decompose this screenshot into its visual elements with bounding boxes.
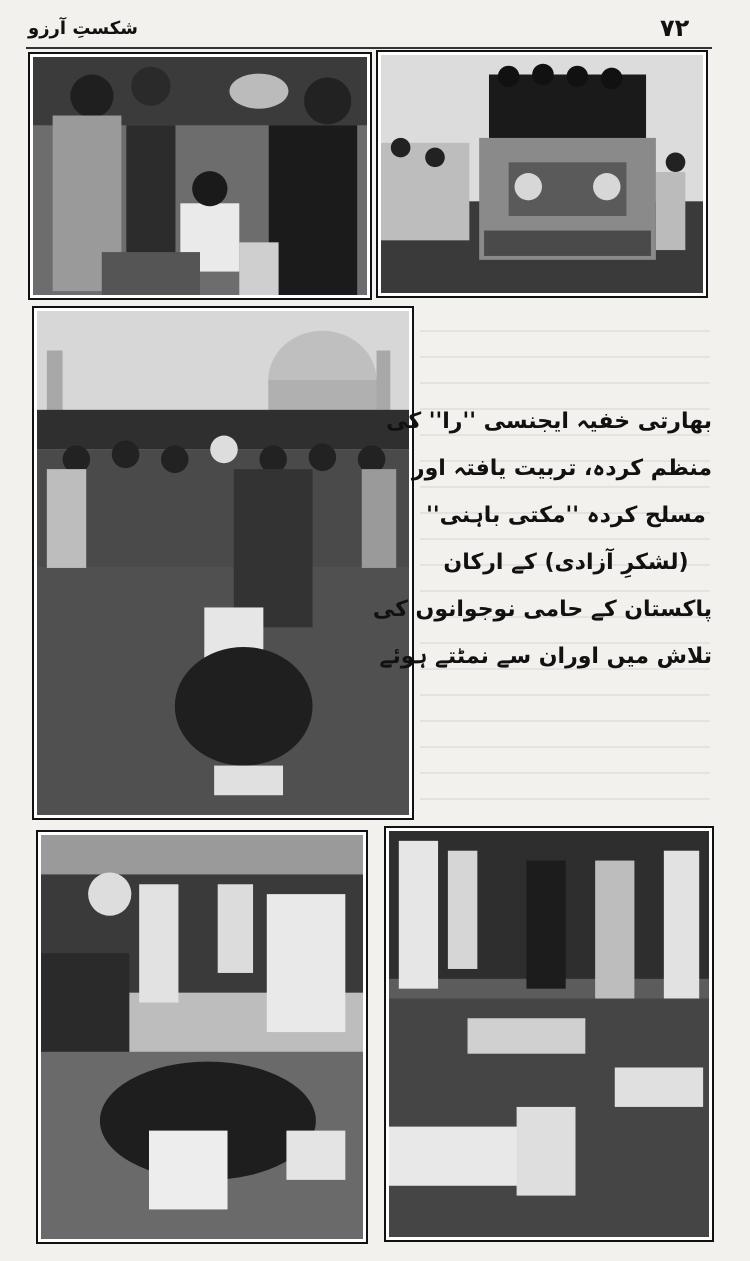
page-number: ۷۲ [660, 14, 690, 42]
caption-line: تلاش میں اوران سے نمٹتے ہوئے [379, 644, 712, 669]
caption-line: پاکستان کے حامی نوجوانوں کی [372, 597, 712, 622]
header-rule [26, 47, 712, 49]
caption-line: (لشکرِ آزادی) کے ارکان [443, 550, 689, 575]
photo-jeep-armed-men [376, 50, 708, 298]
photo-crowd-bodies-on-ground [384, 826, 714, 1242]
caption-line: منظم کردہ، تربیت یافتہ اور [411, 456, 712, 481]
photo-crowd-men-on-ground [36, 830, 368, 1244]
caption-line: مسلح کردہ ''مکتی باہنی'' [426, 503, 706, 528]
caption-line: بھارتی خفیہ ایجنسی ''را'' کی [386, 409, 712, 434]
photo-caption [372, 398, 712, 680]
book-title: شکستِ آرزو [28, 18, 138, 39]
photo-crowd-soldiers [28, 52, 372, 300]
photo-crowd-domed-building [32, 306, 414, 820]
